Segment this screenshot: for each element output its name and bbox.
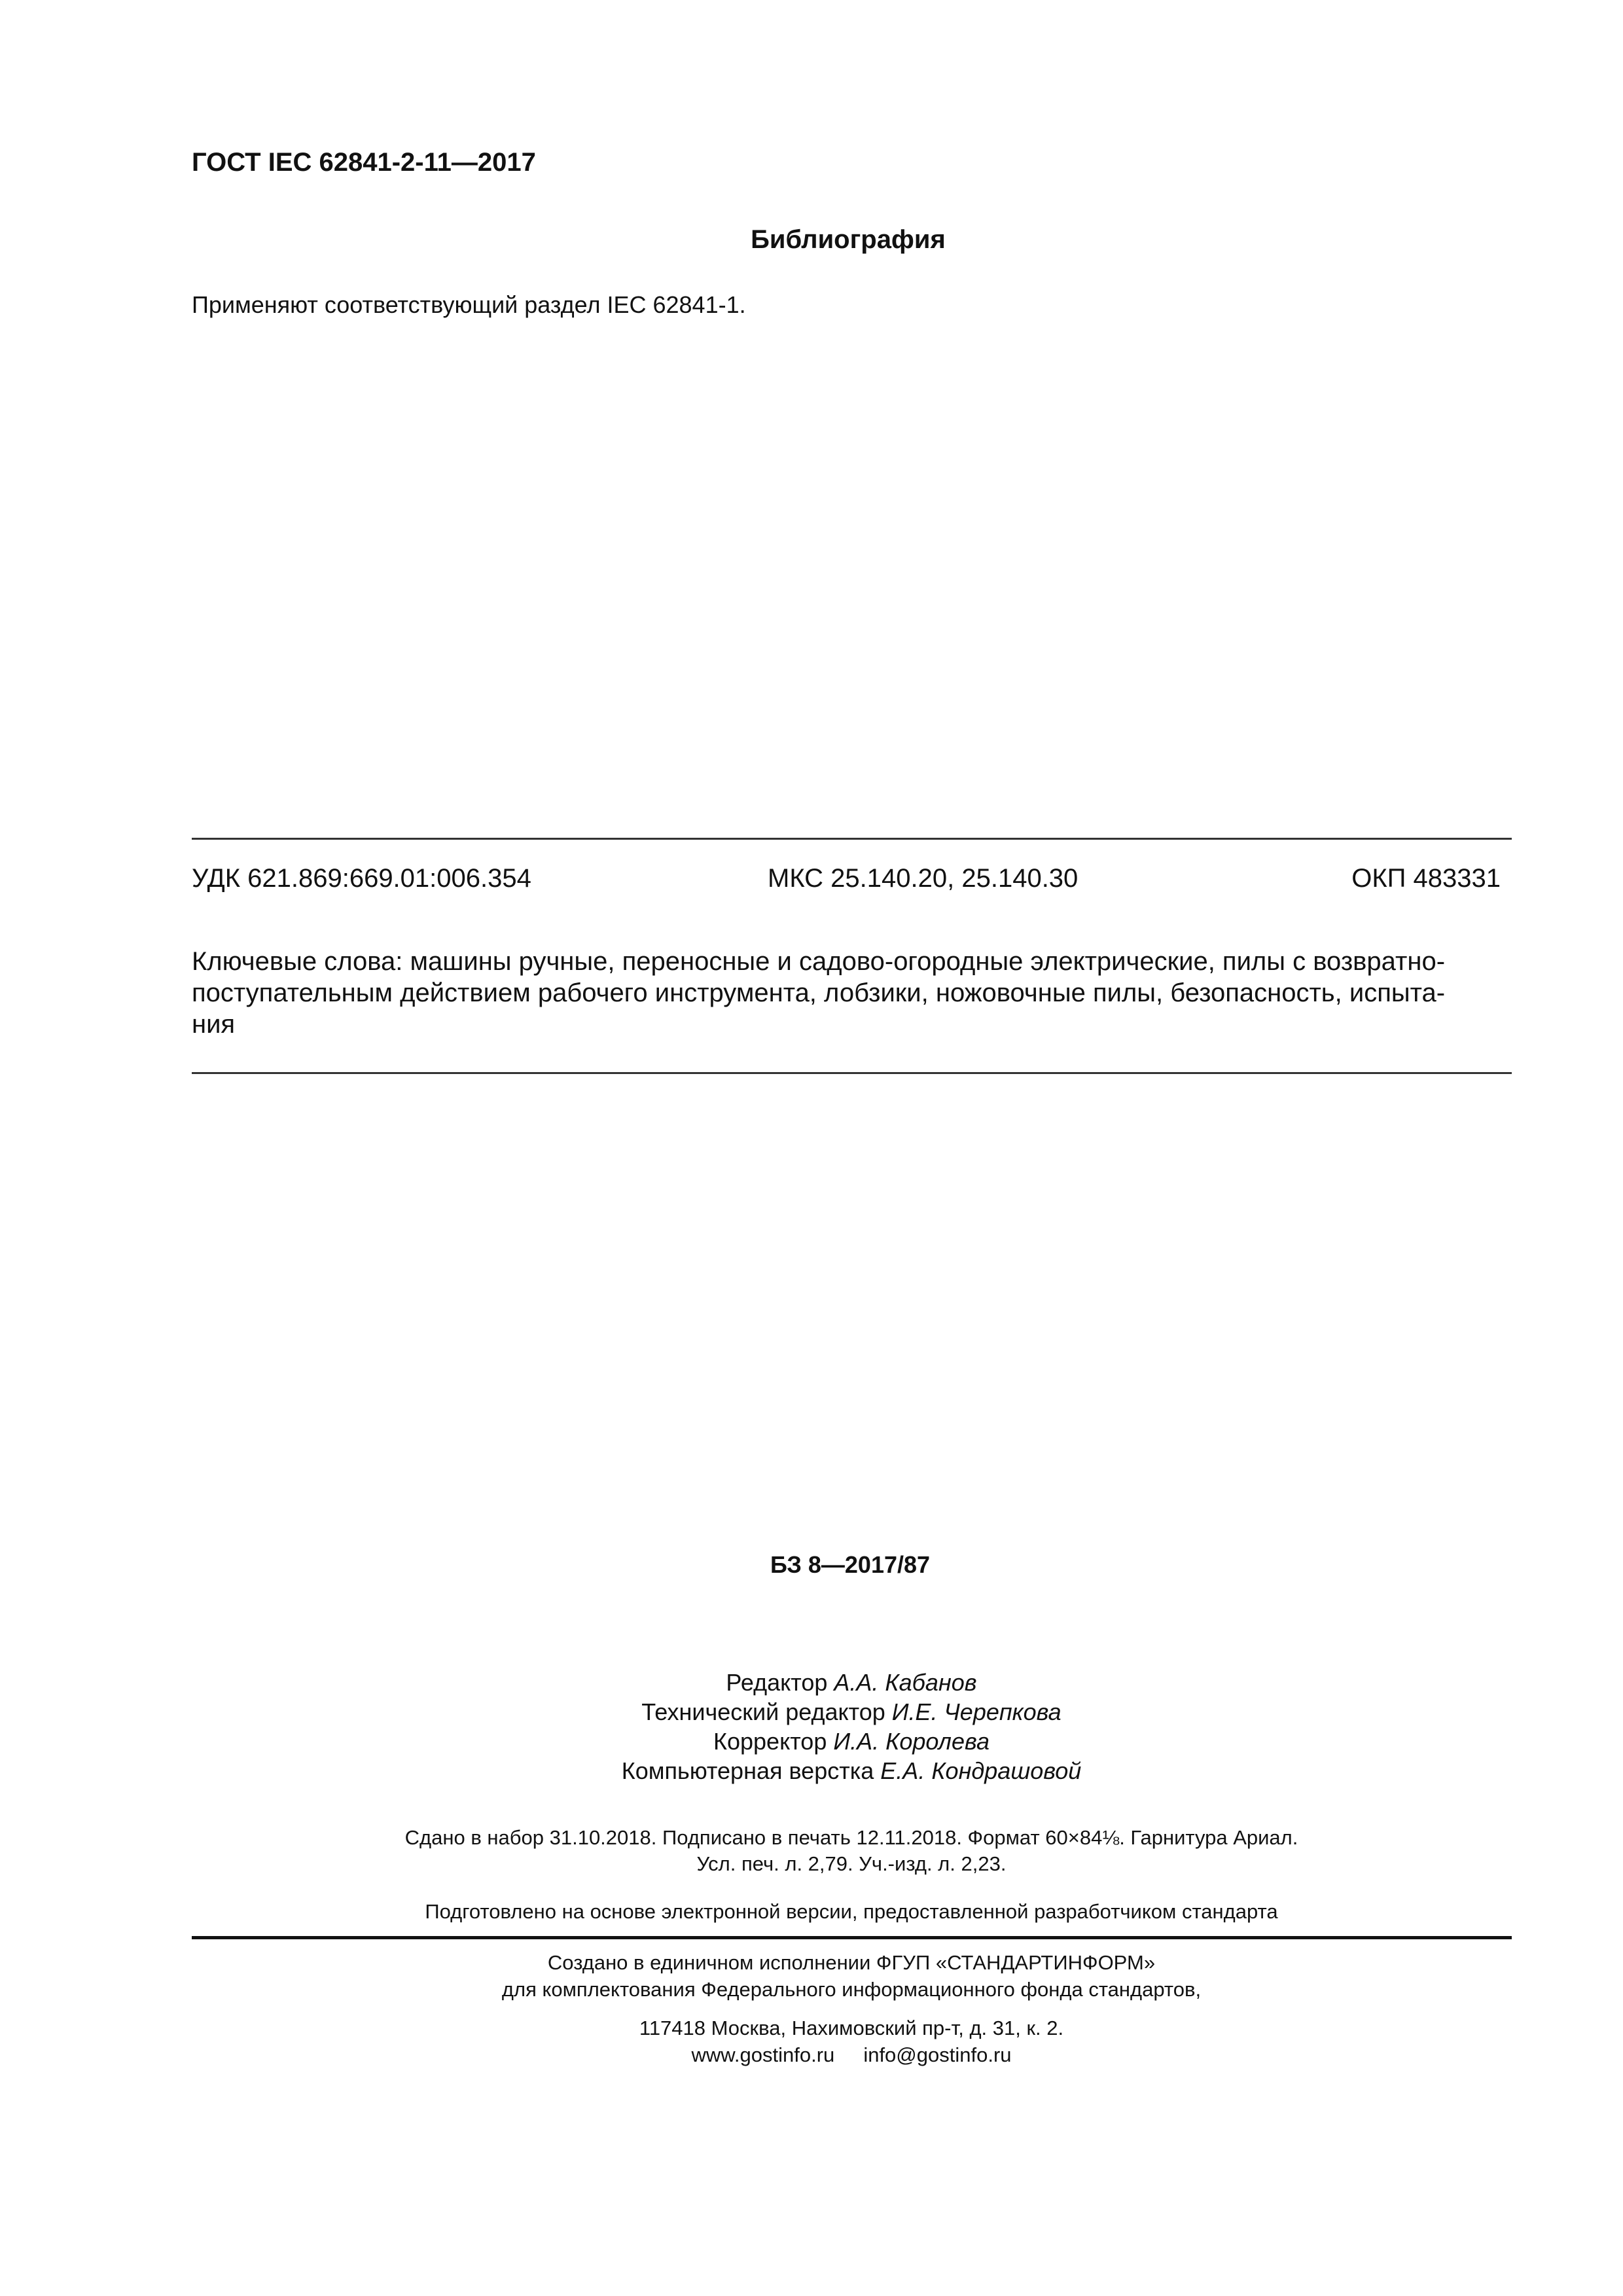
credit-name: А.А. Кабанов (834, 1669, 977, 1696)
address-block (0, 2015, 1623, 2068)
publisher-address: 117418 Москва, Нахимовский пр-т, д. 31, к. 2. (639, 2017, 1064, 2039)
publisher-line: для комплектования Федерального информационного фонда стандартов, (501, 1978, 1202, 2001)
bz-number: БЗ 8—2017/87 (770, 1551, 931, 1578)
publisher-block (0, 1949, 1623, 2003)
okp-code: ОКП 483331 (1351, 864, 1501, 893)
mks-code: МКС 25.140.20, 25.140.30 (768, 864, 1079, 893)
print-info (0, 1825, 1623, 1877)
keywords-line: поступательным действием рабочего инструмента, лобзики, ножовочные пилы, безопасность, испыта- (192, 978, 1446, 1007)
website-link[interactable]: www.gostinfo.ru (691, 2043, 835, 2066)
document-code: ГОСТ IEC 62841-2-11—2017 (192, 148, 536, 177)
bottom-divider (192, 1936, 1512, 1939)
credit-name: Е.А. Кондрашовой (880, 1757, 1082, 1784)
keywords-line: ния (192, 1010, 236, 1039)
publisher-line: Создано в единичном исполнении ФГУП «СТАНДАРТИНФОРМ» (547, 1951, 1156, 1974)
credit-role: Редактор (726, 1669, 828, 1696)
email-link[interactable]: info@gostinfo.ru (863, 2043, 1012, 2066)
credit-role: Компьютерная верстка (621, 1757, 874, 1784)
credit-name: И.Е. Черепкова (891, 1698, 1061, 1725)
credits-block (0, 1668, 1623, 1785)
middle-divider (192, 1072, 1512, 1074)
credit-line (0, 1697, 1623, 1727)
prepared-note: Подготовлено на основе электронной версии, предоставленной разработчиком стандарта (425, 1900, 1278, 1923)
print-info-line: Сдано в набор 31.10.2018. Подписано в печать 12.11.2018. Формат 60×84⅛. Гарнитура Ариал. (404, 1826, 1298, 1849)
contact-line (0, 2041, 1623, 2068)
keywords-block (192, 946, 1507, 1040)
bibliography-text: Применяют соответствующий раздел IEC 62841-1. (192, 291, 746, 318)
keywords-line: Ключевые слова: машины ручные, переносные и садово-огородные электрические, пилы с возвратно- (192, 947, 1446, 976)
credit-name: И.А. Королева (833, 1728, 990, 1755)
top-divider (192, 838, 1512, 840)
credit-line (0, 1727, 1623, 1756)
print-info-line: Усл. печ. л. 2,79. Уч.-изд. л. 2,23. (696, 1852, 1007, 1875)
credit-line (0, 1668, 1623, 1697)
credit-role: Корректор (713, 1728, 827, 1755)
udk-code: УДК 621.869:669.01:006.354 (192, 864, 531, 893)
bibliography-title: Библиография (751, 225, 946, 254)
credit-role: Технический редактор (641, 1698, 885, 1725)
credit-line (0, 1756, 1623, 1785)
